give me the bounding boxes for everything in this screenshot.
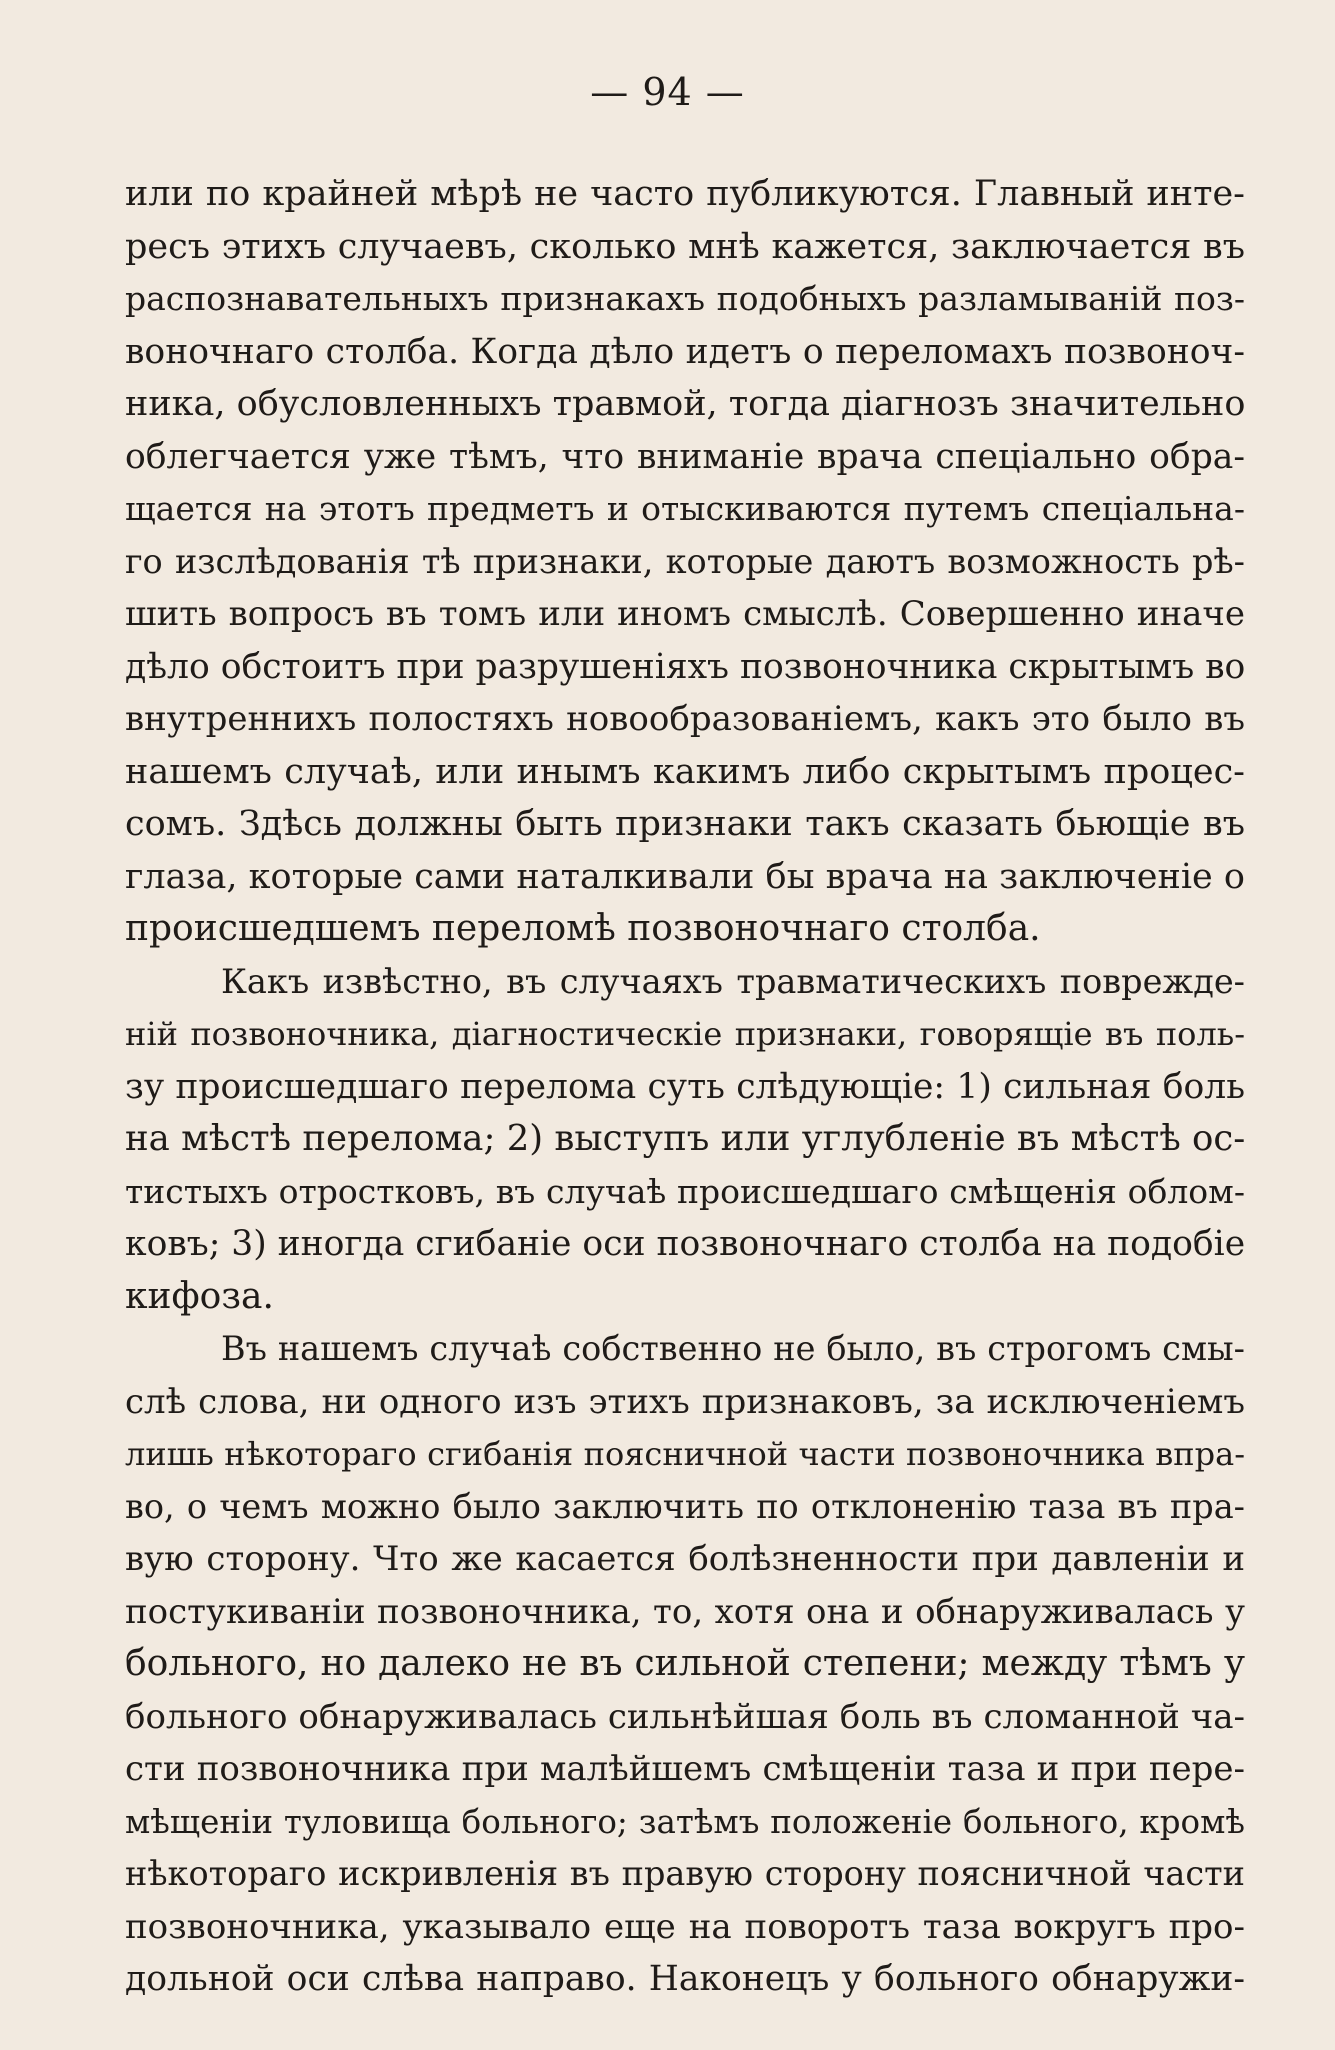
text-line: нѣкотораго искривленiя въ правую сторону поясничной части	[125, 1854, 1245, 1893]
text-line: слѣ слова, ни одного изъ этихъ признаковъ, за исключенiемъ	[125, 1381, 1245, 1422]
text-line: нашемъ случаѣ, или инымъ какимъ либо скрытымъ процес-	[125, 751, 1245, 792]
text-line: ресъ этихъ случаевъ, сколько мнѣ кажется, заключается въ	[125, 226, 1245, 267]
text-line: происшедшемъ переломѣ позвоночнаго столба.	[125, 908, 1041, 949]
text-line: дольной оси слѣва направо. Наконецъ у больного обнаружи-	[125, 1959, 1245, 1999]
text-line: внутреннихъ полостяхъ новообразованiемъ, какъ это было въ	[125, 699, 1245, 739]
text-line: нiй позвоночника, дiагностическiе признаки, говорящiе въ поль-	[125, 1015, 1245, 1053]
page-number: — 94 —	[590, 70, 745, 114]
text-line: больного, но далеко не въ сильной степени; между тѣмъ у	[125, 1643, 1245, 1684]
text-line: ковъ; 3) иногда сгибанiе оси позвоночнаго столба на подобiе	[125, 1224, 1245, 1264]
text-line: вую сторону. Что же касается болѣзненности при давленiи и	[125, 1539, 1245, 1579]
text-line: во, о чемъ можно было заключить по отклоненiю таза въ пра-	[125, 1486, 1245, 1526]
text-line: сти позвоночника при малѣйшемъ смѣщенiи таза и при пере-	[125, 1749, 1245, 1789]
text-line: шить вопросъ въ томъ или иномъ смыслѣ. Совершенно иначе	[125, 594, 1245, 634]
text-line: постукиванiи позвоночника, то, хотя она и обнаруживалась у	[125, 1591, 1245, 1632]
text-line: ника, обусловленныхъ травмой, тогда дiагнозъ значительно	[125, 384, 1245, 424]
text-line: распознавательныхъ признакахъ подобныхъ разламыванiй поз-	[125, 279, 1245, 318]
text-line: сомъ. Здѣсь должны быть признаки такъ сказать бьющiе въ	[125, 804, 1245, 844]
text-line: го изслѣдованiя тѣ признаки, которые даютъ возможность рѣ-	[125, 541, 1245, 581]
text-line: глаза, которые сами наталкивали бы врача на заключенiе о	[125, 856, 1245, 897]
paragraph-start-line: Какъ извѣстно, въ случаяхъ травматическихъ поврежде-	[221, 961, 1245, 1001]
text-line: воночнаго столба. Когда дѣло идетъ о переломахъ позвоноч-	[125, 331, 1245, 372]
text-line: облегчается уже тѣмъ, что вниманiе врача спецiально обра-	[125, 436, 1245, 477]
text-line: тистыхъ отростковъ, въ случаѣ происшедшаго смѣщенiя облом-	[125, 1171, 1245, 1211]
paragraph-start-line: Въ нашемъ случаѣ собственно не было, въ строгомъ смы-	[221, 1329, 1245, 1368]
text-line: или по крайней мѣрѣ не часто публикуются. Главный инте-	[125, 174, 1245, 214]
text-line: щается на этотъ предметъ и отыскиваются путемъ спецiальна-	[125, 489, 1245, 528]
text-line: кифоза.	[125, 1275, 274, 1317]
body-text	[125, 168, 1245, 2006]
text-line: зу происшедшаго перелома суть слѣдующiе: 1) сильная боль	[125, 1066, 1245, 1107]
text-line: лишь нѣкотораго сгибанiя поясничной части позвоночника впра-	[125, 1435, 1245, 1473]
text-line: на мѣстѣ перелома; 2) выступъ или углубленiе въ мѣстѣ ос-	[125, 1118, 1245, 1159]
text-line: мѣщенiи туловища больного; затѣмъ положенiе больного, кромѣ	[125, 1802, 1245, 1841]
text-line: больного обнаруживалась сильнѣйшая боль въ сломанной ча-	[125, 1696, 1245, 1737]
text-line: позвоночника, указывало еще на поворотъ таза вокругъ про-	[125, 1906, 1245, 1947]
text-line: дѣло обстоитъ при разрушенiяхъ позвоночника скрытымъ во	[125, 646, 1245, 687]
